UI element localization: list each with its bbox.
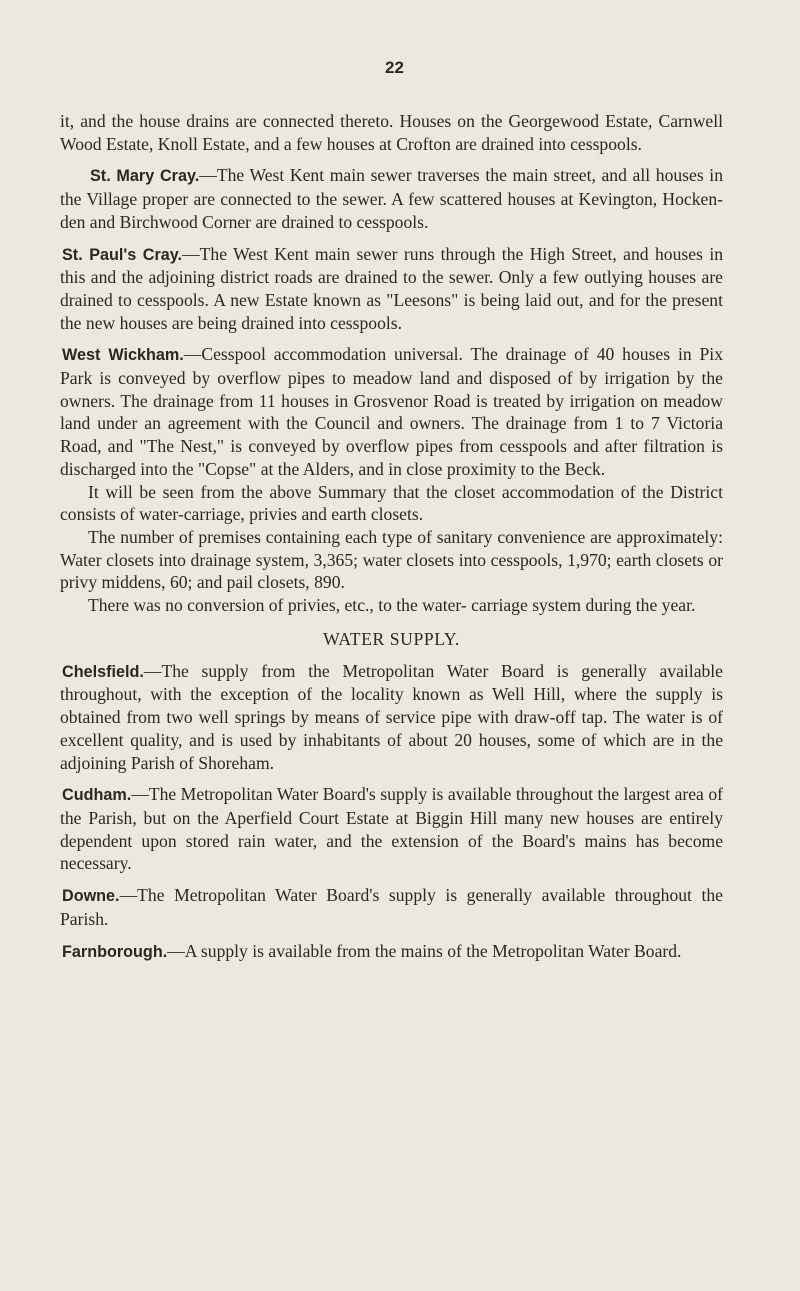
paragraph-lead: St. Mary Cray. bbox=[90, 167, 200, 186]
paragraph-lead: St. Paul's Cray. bbox=[62, 245, 183, 264]
section-heading-water-supply: WATER SUPPLY. bbox=[323, 628, 460, 649]
paragraph-premises-count: The number of premises containing each type of sanitary convenience are approximately: Water closets into drainage system, 3,365; water closets into cesspools, 1,970; earth closets or privy middens, 60; and pail closets, 890. bbox=[60, 526, 723, 593]
paragraph-no-conversion: There was no conversion of privies, etc., to the water- carriage system during the year. bbox=[88, 595, 696, 616]
paragraph-farnborough bbox=[60, 940, 723, 964]
paragraph-text: —The supply from the Metropolitan Water Board is generally available throughout, with the exception of the locality known as Well Hill, where the supply is obtained from two well springs by means of service pipe with draw-off tap. The water is of excellent quality, and is used by inhabitants of about 20 houses, some of which are in the adjoining Parish of Shoreham. bbox=[60, 660, 723, 773]
paragraph-text: it, and the house drains are connected thereto. Houses on the Georgewood Estate, Carnwell Wood Estate, Knoll Estate, and a few houses at Crofton are drained into cesspools. bbox=[60, 111, 723, 154]
paragraph-chelsfield bbox=[60, 660, 723, 775]
paragraph-lead: Farnborough. bbox=[62, 942, 168, 961]
paragraph-west-wickham bbox=[60, 343, 723, 480]
paragraph-text: —The Metropolitan Water Board's supply is available throughout the largest area of the Parish, but on the Aperfield Court Estate at Biggin Hill many new houses are entirely dependent upon stored rain water, and the extension of the Board's mains has become necessary. bbox=[60, 784, 723, 874]
paragraph-cudham bbox=[60, 783, 723, 875]
paragraph-summary-closets: It will be seen from the above Summary that the closet accommodation of the District consists of water-carriage, privies and earth closets. bbox=[60, 481, 723, 525]
paragraph-st-mary-cray bbox=[60, 164, 723, 233]
paragraph-lead: Downe. bbox=[62, 887, 120, 906]
paragraph-text: —Cesspool accommodation universal. The drainage of 40 houses in Pix Park is conveyed by overflow pipes to meadow land and disposed of by irrigation by the owners. The drainage from 11 houses in Grosvenor Road is treated by irrigation on meadow land under an agreement with the Council and owners. The drainage from 1 to 7 Victoria Road, and "The Nest," is conveyed by overflow pipes from cesspools and after filtration is discharged into the "Copse" at the Alders, and in close proximity to the Beck. bbox=[60, 344, 723, 479]
paragraph-text: —The West Kent main sewer runs through the High Street, and houses in this and the adjoining district roads are drained to the sewer. Only a few outlying houses are drained to cesspools. A new Estate known as "Leesons" is being laid out, and for the present the new houses are being drained into cesspools. bbox=[60, 243, 724, 333]
paragraph-text: —A supply is available from the mains of the Metropolitan Water Board. bbox=[167, 940, 682, 961]
paragraph-lead: Chelsfield. bbox=[62, 662, 144, 681]
paragraph-drains-continuation bbox=[60, 110, 723, 155]
paragraph-st-pauls-cray bbox=[60, 243, 723, 335]
paragraph-lead: West Wickham. bbox=[62, 346, 184, 365]
paragraph-text: —The West Kent main sewer traverses the main street, and all houses in the Village proper are connected to the sewer. A few scattered houses at Kevington, Hocken- den and Birchwood Corner are drained to cesspools. bbox=[60, 165, 723, 232]
page-number: 22 bbox=[385, 58, 404, 77]
paragraph-downe bbox=[60, 884, 723, 930]
paragraph-lead: Cudham. bbox=[62, 786, 132, 805]
document-page bbox=[60, 58, 723, 963]
paragraph-text: —The Metropolitan Water Board's supply is generally available throughout the Parish. bbox=[60, 885, 723, 929]
